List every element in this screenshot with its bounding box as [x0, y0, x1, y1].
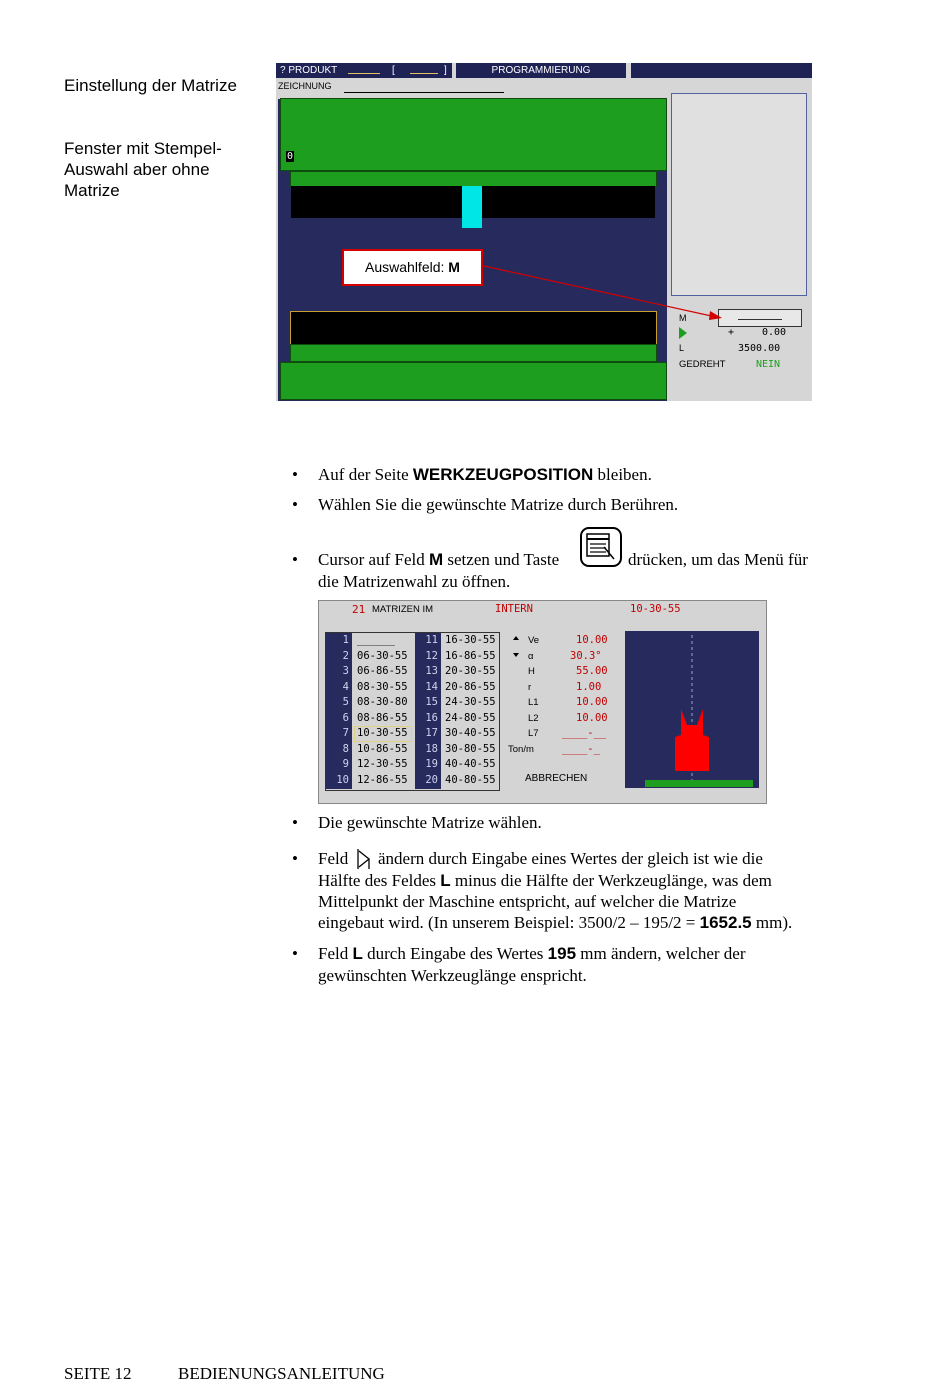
bullet-text: bleiben.	[593, 465, 652, 484]
parameter-value: 30.3°	[570, 649, 602, 662]
bullet-text: setzen und Taste	[443, 550, 560, 569]
bullet-dot: •	[292, 550, 298, 569]
parameter-label: α	[528, 650, 534, 662]
bullet-text: gewünschten Werkzeuglänge enspricht.	[318, 966, 587, 985]
parameter-label: r	[528, 681, 532, 693]
die-list-item[interactable]: 10-30-55	[357, 727, 408, 739]
page-number: SEITE 12	[64, 1364, 132, 1383]
parameter-label: Ton/m	[508, 743, 534, 755]
die-list-number: 2	[342, 649, 349, 662]
die-preview-drawing	[625, 631, 759, 788]
die-list-item[interactable]: 06-86-55	[357, 665, 408, 677]
rotated-value[interactable]: NEIN	[756, 359, 781, 370]
die-list-item[interactable]: 40-40-55	[445, 758, 496, 770]
die-list-number: 16	[425, 711, 438, 724]
rotated-label: GEDREHT	[679, 359, 726, 370]
die-selection-screenshot	[318, 600, 767, 804]
die-list-number: 13	[425, 665, 438, 677]
die-list-number: 7	[342, 727, 349, 739]
die-list-item[interactable]: 12-86-55	[357, 773, 408, 786]
bullet-bold: L	[440, 871, 451, 890]
die-list-number: 4	[342, 680, 349, 693]
die-list-number: 5	[342, 696, 349, 708]
bullet-text: minus die Hälfte der Werkzeuglänge, was dem	[450, 871, 772, 890]
parameter-label: H	[528, 666, 535, 677]
bullet-dot: •	[292, 813, 298, 832]
die-list-item[interactable]: 16-86-55	[445, 649, 496, 662]
die-list-number: 18	[425, 742, 438, 755]
bullet-dot: •	[292, 465, 298, 484]
die-list-item[interactable]: 30-40-55	[445, 727, 496, 739]
bracket: ]	[444, 65, 447, 76]
die-profile	[675, 709, 709, 771]
product-label: ? PRODUKT	[280, 65, 338, 76]
bullet-text: Wählen Sie die gewünschte Matrize durch Berühren.	[318, 495, 679, 514]
parameter-value: 10.00	[576, 634, 608, 646]
section-heading: Einstellung der Matrize	[64, 76, 237, 95]
die-list-item[interactable]: 40-80-55	[445, 773, 496, 786]
parameter-label: L1	[528, 697, 539, 708]
bullet-dot: •	[292, 944, 298, 963]
die-selection-highlight	[354, 726, 412, 742]
parameter-value: 1.00	[576, 680, 602, 693]
die-list-item[interactable]: 06-30-55	[357, 649, 408, 662]
offset-field-icon-arrow	[359, 851, 369, 867]
die-list-title: MATRIZEN IM	[372, 604, 434, 615]
die-list-item[interactable]: 08-30-80	[357, 696, 408, 708]
bullet-text: drücken, um das Menü für	[628, 550, 808, 569]
bullet-text: Mittelpunkt der Maschine entspricht, auf welcher die Matrize	[318, 892, 737, 911]
die-list-item[interactable]: 20-86-55	[445, 680, 496, 693]
die-list-item[interactable]: ______	[357, 634, 395, 646]
parameter-value: 10.00	[576, 696, 608, 708]
bullet-text: Auf der Seite	[318, 465, 413, 484]
cancel-button[interactable]: ABBRECHEN	[525, 773, 588, 784]
programming-tab[interactable]: PROGRAMMIERUNG	[456, 63, 626, 78]
field-m-label: M	[679, 313, 687, 323]
die-list-number: 12	[425, 649, 438, 662]
drawing-label: ZEICHNUNG	[278, 81, 332, 91]
bullet-text: mm ändern, welcher der	[576, 944, 746, 963]
die-list-number: 3	[342, 665, 349, 677]
die-list-number: 8	[342, 742, 349, 755]
callout-bold: M	[448, 259, 460, 275]
bullet-text: eingebaut wird. (In unserem Beispiel: 3500/2 – 195/2 =	[318, 913, 700, 932]
bullet-text: Cursor auf Feld	[318, 550, 429, 569]
zero-marker: 0	[287, 151, 294, 162]
field-l-label: L	[679, 343, 685, 353]
bullet-bold: M	[428, 550, 444, 569]
parameter-label: Ve	[528, 635, 540, 646]
bullet-text: Hälfte des Feldes	[318, 871, 441, 890]
die-source[interactable]: INTERN	[495, 603, 533, 615]
callout-arrow-line	[484, 266, 716, 317]
callout-arrow	[276, 63, 812, 401]
die-list-number: 20	[425, 773, 438, 786]
menu-icon-frame	[587, 534, 609, 556]
bullet-text: mm).	[751, 913, 793, 932]
die-list-item[interactable]: 24-30-55	[445, 696, 496, 708]
scroll-down-icon[interactable]	[513, 653, 519, 657]
bullet-bold: 1652.5	[699, 913, 752, 932]
parameter-value: 10.00	[576, 711, 608, 724]
offset-sign: +	[728, 327, 735, 338]
die-list-item[interactable]: 08-30-55	[357, 680, 408, 693]
bullet-text: Feld	[318, 944, 353, 963]
bullet-text: Die gewünschte Matrize wählen.	[318, 813, 542, 832]
parameter-label: L7	[528, 728, 539, 739]
menu-key-icon[interactable]	[580, 527, 622, 567]
die-list-number: 19	[425, 758, 438, 770]
die-list-number: 15	[425, 696, 438, 708]
offset-field-icon	[356, 848, 372, 870]
tool-position-screenshot	[276, 63, 812, 401]
die-list-item[interactable]: 24-80-55	[445, 711, 496, 724]
bullet-dot: •	[292, 495, 298, 514]
bullet-dot: •	[292, 849, 298, 868]
parameter-value: ____-_	[562, 742, 600, 755]
bullet-text: ändern durch Eingabe eines Wertes der gleich ist wie die	[378, 849, 763, 868]
menu-icon	[582, 529, 620, 565]
manual-title: BEDIENUNGSANLEITUNG	[178, 1364, 385, 1383]
bullet-text: durch Eingabe des Wertes	[362, 944, 548, 963]
parameter-label: L2	[528, 712, 539, 724]
callout-label: Auswahlfeld:	[365, 259, 449, 275]
section-note-line: Matrize	[64, 181, 120, 200]
die-list-item[interactable]: 10-86-55	[357, 742, 408, 755]
die-list-number: 6	[342, 711, 349, 724]
die-list-item[interactable]: 20-30-55	[445, 665, 496, 677]
section-note-line: Auswahl aber ohne	[64, 160, 210, 179]
die-list-item[interactable]: 30-80-55	[445, 742, 496, 755]
bullet-bold: L	[352, 944, 363, 963]
die-list-item[interactable]: 08-86-55	[357, 711, 408, 724]
parameter-value: ____-__	[562, 727, 607, 739]
die-list-number: 11	[425, 634, 438, 646]
die-list-item[interactable]: 16-30-55	[445, 634, 496, 646]
offset-value[interactable]: 0.00	[762, 327, 787, 338]
die-list-number: 10	[336, 773, 349, 786]
die-count: 21	[352, 603, 366, 616]
die-preview	[625, 631, 759, 788]
section-note-line: Fenster mit Stempel-	[64, 139, 222, 158]
die-list-number: 17	[425, 727, 438, 739]
die-list-number: 9	[342, 758, 349, 770]
bullet-bold: 195	[547, 944, 577, 963]
die-list-item[interactable]: 12-30-55	[357, 758, 408, 770]
parameter-value: 55.00	[576, 665, 608, 677]
bullet-text: Feld	[318, 849, 349, 868]
die-list-number: 14	[425, 680, 438, 693]
callout-arrowhead	[709, 311, 722, 320]
die-list-number: 1	[342, 634, 349, 646]
selected-die: 10-30-55	[630, 603, 681, 615]
bullet-bold: WERKZEUGPOSITION	[412, 465, 594, 484]
field-l-value[interactable]: 3500.00	[738, 343, 781, 354]
bracket: [	[392, 65, 395, 76]
scroll-up-icon[interactable]	[513, 636, 519, 640]
section-note	[64, 138, 222, 201]
bullet-text: die Matrizenwahl zu öffnen.	[318, 572, 511, 591]
die-base	[645, 780, 753, 787]
